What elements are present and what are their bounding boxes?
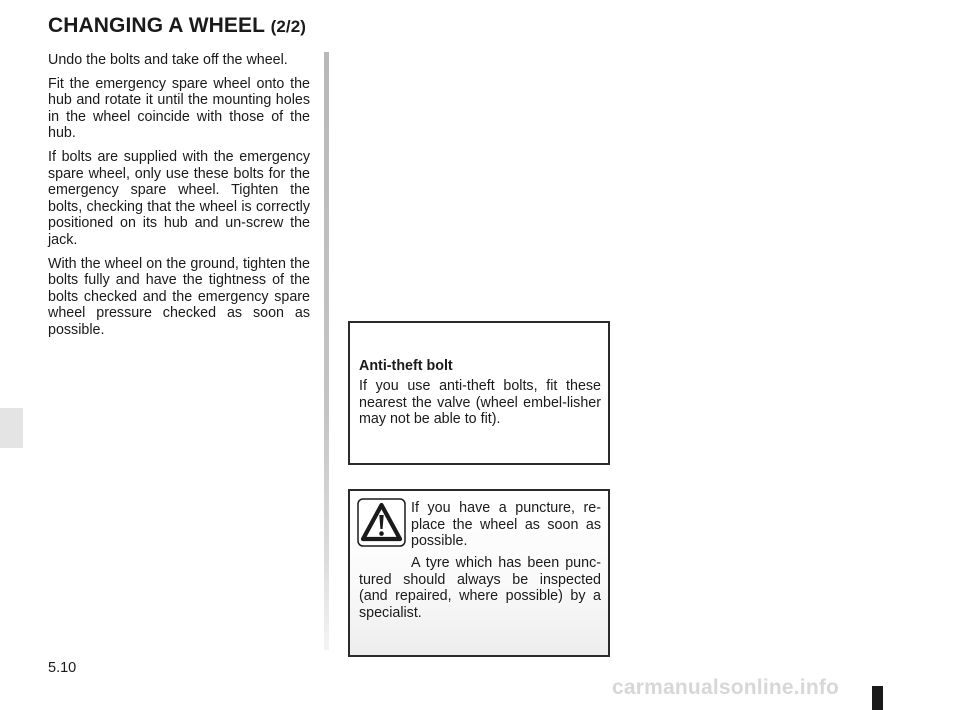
paragraph-remove-wheel: Undo the bolts and take off the wheel. [48, 52, 288, 68]
paragraph-final-check: With the wheel on the ground, tighten the bolts fully and have the tightness of the bolts checked and the emergency spare wheel pressure checked as soon as possible. [48, 255, 310, 338]
chapter-side-tab [0, 408, 23, 448]
column-divider [324, 52, 329, 650]
puncture-warning-text: If you have a puncture, re-place the wheel as soon as possible. [411, 500, 601, 550]
anti-theft-bolt-title: Anti-theft bolt [359, 358, 453, 374]
warning-triangle-icon [357, 498, 406, 547]
site-watermark: carmanualsonline.info [612, 676, 840, 699]
paragraph-fit-spare: Fit the emergency spare wheel onto the hub and rotate it until the mounting holes in the wheel coincide with those of the hub. [48, 75, 310, 142]
page-part-indicator: (2/2) [270, 17, 307, 36]
anti-theft-bolt-box [348, 321, 610, 465]
anti-theft-bolt-text: If you use anti-theft bolts, fit these nearest the valve (wheel embel-lisher may not be able to fit). [359, 378, 601, 428]
page-title-text: CHANGING A WHEEL [48, 14, 265, 37]
page-title [48, 14, 306, 38]
page-number: 5.10 [48, 660, 77, 676]
puncture-warning-box [348, 489, 610, 657]
main-text-column [48, 52, 310, 346]
paragraph-tighten-bolts: If bolts are supplied with the emergency spare wheel, only use these bolts for the emergency spare wheel. Tighten the bolts, checking that the wheel is correctly positioned on its hub and un-screw the jack. [48, 148, 310, 248]
page-footer-mark [872, 686, 883, 710]
tyre-inspection-text: A tyre which has been punc-tured should always be inspected (and repaired, where possible) by a specialist. [359, 555, 601, 621]
